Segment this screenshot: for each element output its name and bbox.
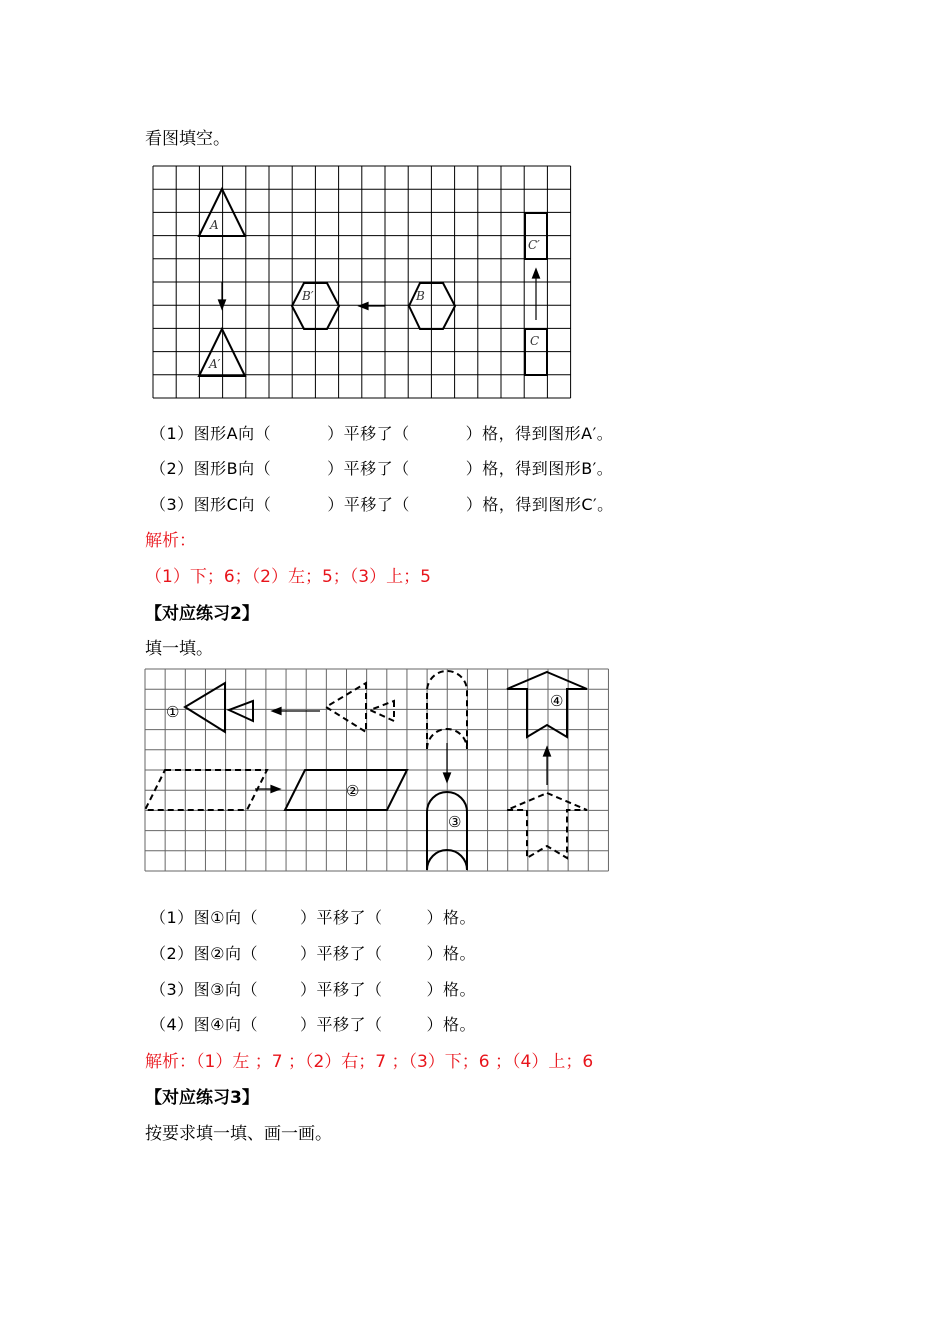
shape1-small-triangle bbox=[229, 701, 253, 721]
ex2-title: 填一填。 bbox=[145, 639, 213, 659]
label-a-prime: A′ bbox=[209, 357, 221, 371]
question-suffix: ）格。 bbox=[426, 908, 477, 927]
question-mid: ）平移了（ bbox=[300, 980, 383, 999]
ex3-heading: 【对应练习3】 bbox=[145, 1088, 259, 1108]
label-shape2: ② bbox=[346, 782, 360, 800]
question-prefix: （2）图形B向（ bbox=[150, 459, 272, 478]
question-prefix: （4）图④向（ bbox=[150, 1015, 259, 1034]
question-row bbox=[150, 979, 476, 1001]
question-suffix: ）格。 bbox=[426, 1015, 477, 1034]
question-mid: ）平移了（ bbox=[327, 459, 410, 478]
question-mid: ）平移了（ bbox=[300, 944, 383, 963]
question-row bbox=[150, 1014, 476, 1036]
question-row bbox=[150, 943, 476, 965]
question-suffix: ）格。 bbox=[426, 980, 477, 999]
shape4-arrow bbox=[507, 672, 587, 737]
question-row bbox=[150, 458, 613, 480]
question-row bbox=[150, 423, 613, 445]
shape-a-prime-triangle bbox=[199, 329, 245, 376]
question-suffix: ）格，得到图形C′。 bbox=[465, 495, 614, 514]
label-shape1: ① bbox=[166, 703, 180, 721]
label-b: B bbox=[416, 289, 425, 303]
ex1-analysis-label: 解析： bbox=[145, 531, 196, 551]
question-prefix: （1）图①向（ bbox=[150, 908, 259, 927]
ex1-grid-figure bbox=[152, 166, 572, 400]
ex3-title: 按要求填一填、画一画。 bbox=[145, 1124, 332, 1144]
shape4-dashed-arrow bbox=[507, 793, 587, 858]
ex2-grid-figure bbox=[145, 669, 609, 874]
ex1-title: 看图填空。 bbox=[145, 129, 230, 149]
label-a: A bbox=[210, 218, 219, 232]
label-b-prime: B′ bbox=[302, 289, 314, 303]
ex1-answer: （1）下；6；（2）左；5；（3）上；5 bbox=[145, 567, 431, 587]
label-shape3: ③ bbox=[448, 813, 462, 831]
question-prefix: （1）图形A向（ bbox=[150, 424, 272, 443]
question-suffix: ）格，得到图形B′。 bbox=[465, 459, 614, 478]
question-row bbox=[150, 907, 476, 929]
question-prefix: （2）图②向（ bbox=[150, 944, 259, 963]
question-prefix: （3）图形C向（ bbox=[150, 495, 272, 514]
question-mid: ）平移了（ bbox=[300, 1015, 383, 1034]
ex2-heading: 【对应练习2】 bbox=[145, 604, 259, 624]
label-c-prime: C′ bbox=[528, 238, 540, 252]
question-mid: ）平移了（ bbox=[300, 908, 383, 927]
question-prefix: （3）图③向（ bbox=[150, 980, 259, 999]
label-shape4: ④ bbox=[550, 692, 564, 710]
question-suffix: ）格，得到图形A′。 bbox=[465, 424, 614, 443]
shape1-dashed-small-triangle bbox=[370, 701, 394, 721]
ex2-answer: 解析：（1）左 ；7 ；（2）右；7 ；（3）下；6 ；（4）上；6 bbox=[145, 1052, 594, 1072]
question-suffix: ）格。 bbox=[426, 944, 477, 963]
question-row bbox=[150, 494, 614, 516]
question-mid: ）平移了（ bbox=[327, 424, 410, 443]
question-mid: ）平移了（ bbox=[327, 495, 410, 514]
label-c: C bbox=[530, 334, 540, 348]
